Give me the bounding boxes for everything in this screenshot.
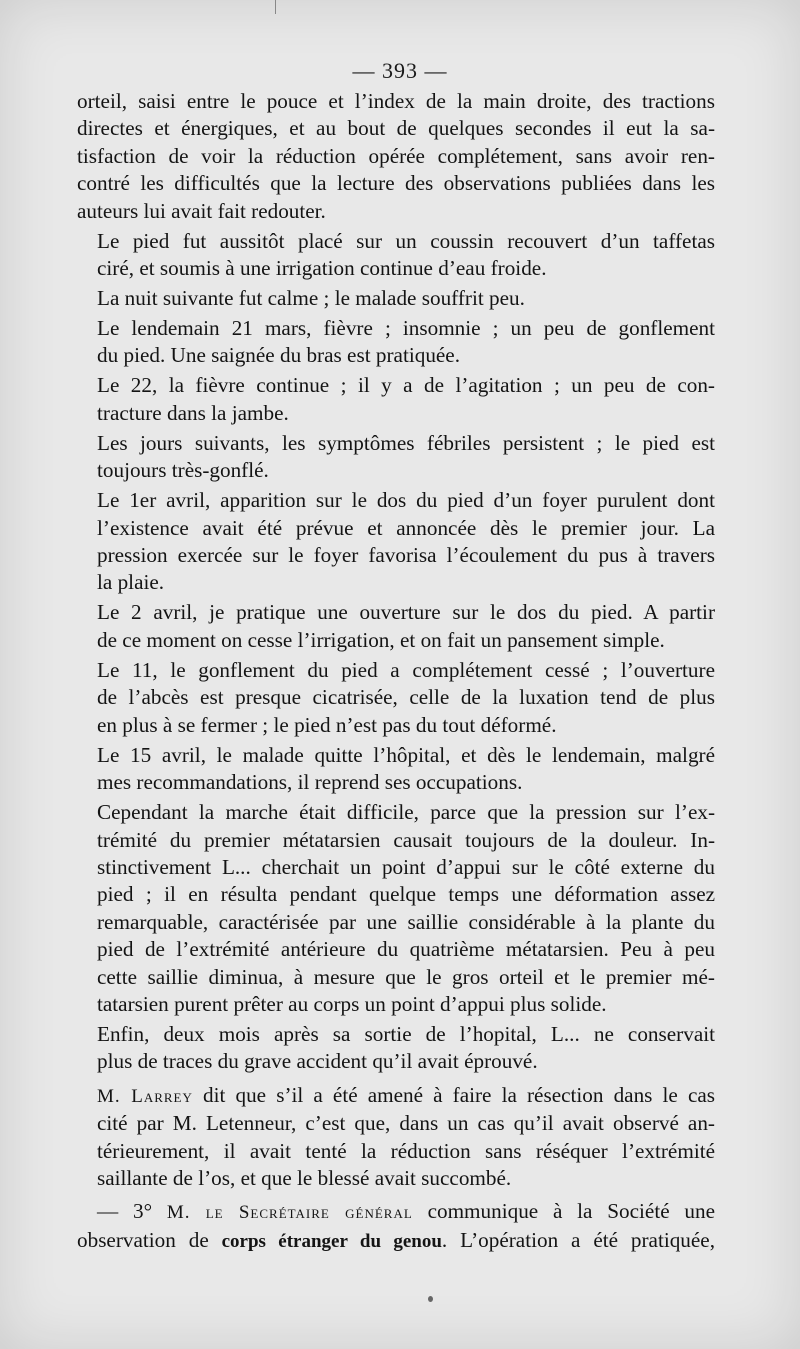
speck-mark [428,1296,433,1302]
paragraph [77,599,715,654]
speaker-name: M. Larrey [97,1085,193,1107]
text-line: Le 22, la fièvre continue ; il y a de l’agitation ; un peu de con- [97,373,715,398]
body-text [77,88,715,1258]
text-line: pied ; il en résulta pendant quelque temps une déformation assez [97,882,715,907]
text-line: directes et énergiques, et au bout de quelques secondes il eut la sa- [77,116,715,141]
text-line: plus de traces du grave accident qu’il avait éprouvé. [97,1049,538,1074]
text-line: Cependant la marche était difficile, parce que la pression sur l’ex- [97,800,715,825]
text-line: Les jours suivants, les symptômes fébriles persistent ; le pied est [97,430,715,455]
text-fragment: dit que s’il a été amené à faire la résection dans le cas [192,1082,716,1107]
text-line: remarquable, caractérisée par une saillie considérable à la plante du [97,909,715,934]
paragraph [77,657,715,739]
text-line: de ce moment on cesse l’irrigation, et on fait un pansement simple. [97,627,665,652]
text-line: trémité du premier métatarsien causait toujours de la douleur. In- [97,827,715,852]
paragraph [77,430,715,485]
text-line: Le lendemain 21 mars, fièvre ; insomnie ; un peu de gonflement [97,316,715,341]
text-line: térieurement, il avait tenté la réduction sans réséquer l’extrémité [97,1138,715,1163]
text-line: tatarsien purent prêter au corps un point d’appui plus solide. [97,991,607,1016]
text-line [77,1082,715,1110]
paragraph [77,1021,715,1076]
text-line: orteil, saisi entre le pouce et l’index de la main droite, des tractions [77,89,715,113]
text-line: l’existence avait été prévue et annoncée dès le premier jour. La [97,515,715,540]
text-line: Le 15 avril, le malade quitte l’hôpital, et dès le lendemain, malgré [97,742,715,767]
speaker-name: M. le Secrétaire général [166,1202,413,1224]
paragraph-list [77,88,715,1076]
text-line: tracture dans la jambe. [97,400,289,425]
text-line: Le 2 avril, je pratique une ouverture sur le dos du pied. A partir [97,600,715,625]
text-line: ciré, et soumis à une irrigation continue d’eau froide. [97,256,547,281]
text-line: Le pied fut aussitôt placé sur un coussin recouvert d’un taffetas [97,228,715,253]
text-line: saillante de l’os, et que le blessé avait succombé. [97,1165,512,1190]
text-fragment: observation de [77,1227,222,1252]
text-line: cité par M. Letenneur, c’est que, dans un cas qu’il avait observé an- [97,1111,715,1136]
speck-mark [275,0,276,14]
text-line: tisfaction de voir la réduction opérée complétement, sans avoir ren- [77,143,715,168]
text-line [77,1198,715,1226]
text-line: contré les difficultés que la lecture des observations publiées dans les [77,171,715,196]
text-line: pression exercée sur le foyer favorisa l’écoulement du pus à travers [97,543,715,568]
text-line: Enfin, deux mois après sa sortie de l’hopital, L... ne conservait [97,1021,715,1046]
paragraph [77,487,715,597]
text-line: de l’abcès est presque cicatrisée, celle de la luxation tend de plus [97,685,715,710]
paragraph [77,799,715,1018]
text-line: Le 1er avril, apparition sur le dos du pied d’un foyer purulent dont [97,488,715,513]
text-line: mes recommandations, il reprend ses occupations. [97,770,523,795]
text-line: pied de l’extrémité antérieure du quatrième métatarsien. Peu à peu [97,937,715,962]
text-fragment: communique à la Société une [412,1199,715,1224]
secretary-paragraph [77,1198,715,1255]
bold-title: corps étranger du genou [221,1230,442,1252]
text-line: Le 11, le gonflement du pied a complétement cessé ; l’ouverture [97,657,715,682]
text-line: cette saillie diminua, à mesure que le gros orteil et le premier mé- [97,964,715,989]
text-line: stinctivement L... cherchait un point d’appui sur le côté externe du [97,854,715,879]
paragraph [77,228,715,283]
paragraph [77,315,715,370]
larrey-paragraph [77,1082,715,1193]
paragraph [77,285,715,312]
text-line: en plus à se fermer ; le pied n’est pas du tout déformé. [97,712,557,737]
text-fragment: — 3° [97,1199,167,1224]
text-line: auteurs lui avait fait redouter. [77,198,326,223]
paragraph [77,372,715,427]
paragraph [77,742,715,797]
paragraph [77,88,715,225]
text-line: la plaie. [97,570,165,595]
text-line: toujours très-gonflé. [97,458,269,483]
text-line: du pied. Une saignée du bras est pratiquée. [97,343,461,368]
text-fragment: . L’opération a été pratiquée, [441,1227,716,1252]
page-number: — 393 — [352,58,448,83]
text-line [77,1227,715,1255]
text-line: La nuit suivante fut calme ; le malade souffrit peu. [97,286,525,311]
